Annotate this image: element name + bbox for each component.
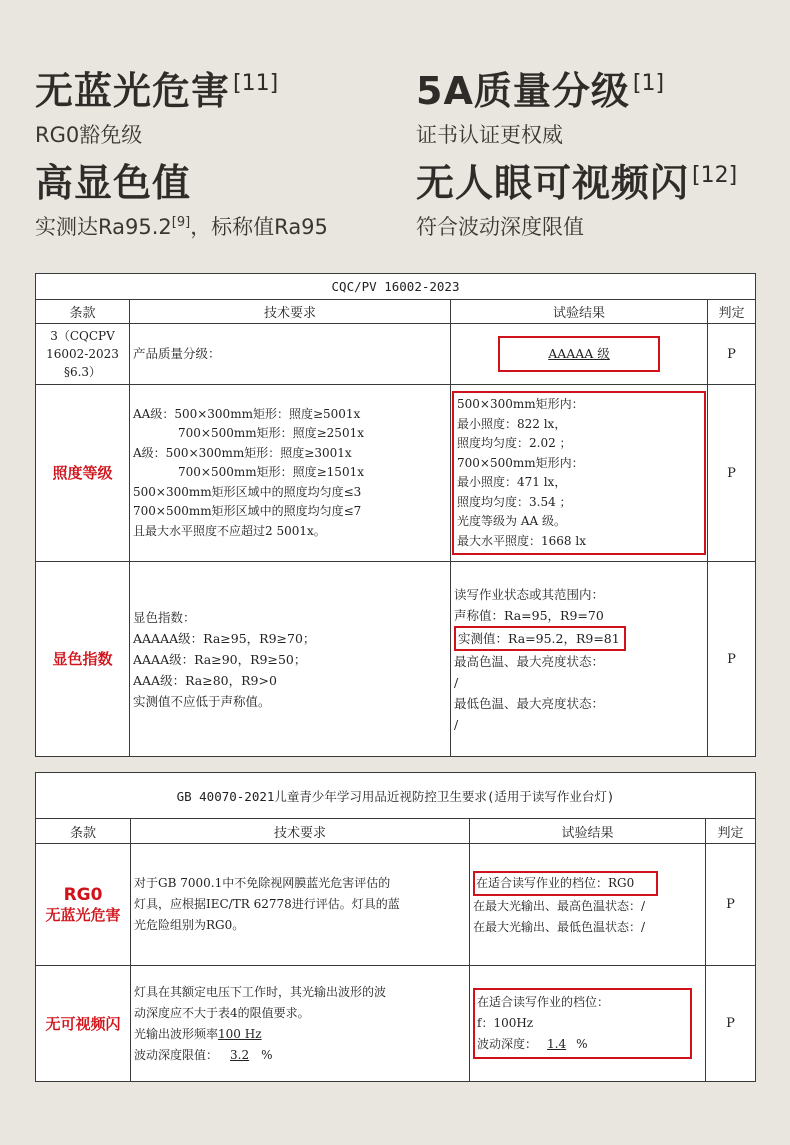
result-line: /: [454, 716, 459, 732]
row-label-line: RG0: [63, 884, 103, 905]
req-line: 显色指数：: [133, 609, 196, 625]
frequency-value: 100 Hz: [218, 1026, 262, 1041]
judgement-cell: P: [708, 324, 756, 385]
result-line: /: [454, 674, 459, 690]
judgement-cell: P: [708, 385, 756, 562]
feature-no-flicker: [416, 152, 737, 241]
req-line: AAAAA级：Ra≥95，R9≥70；: [133, 630, 316, 646]
unit-text: %: [261, 1047, 273, 1062]
header-requirement: 技术要求: [131, 819, 470, 844]
result-line: 最高色温、最大亮度状态：: [454, 653, 605, 669]
table-row: [36, 324, 756, 385]
subtitle-part: ，标称值Ra95: [190, 215, 328, 239]
feature-title: 高显色值: [35, 161, 192, 205]
result-line: 最大水平照度：1668 lx: [457, 533, 586, 548]
requirement-cell: [131, 966, 470, 1082]
req-line: [134, 1024, 466, 1045]
table-caption: GB 40070-2021儿童青少年学习用品近视防控卫生要求(适用于读写作业台灯): [36, 773, 756, 819]
result-line: 光度等级为 AA 级。: [457, 514, 566, 528]
unit-text: %: [576, 1037, 588, 1051]
req-line: AAA级：Ra≥80，R9>0: [133, 672, 277, 688]
feature-subtitle: [35, 211, 328, 241]
requirement-cell: [130, 562, 451, 757]
table-row: [36, 966, 756, 1082]
header-result: 试验结果: [470, 819, 706, 844]
judgement-cell: P: [706, 966, 756, 1082]
result-cell: [451, 385, 708, 562]
cqc-test-table: [35, 273, 756, 757]
subtitle-part: 实测达Ra95.2: [35, 215, 172, 239]
result-cell: [470, 966, 706, 1082]
req-line: 700×500mm矩形：照度≥1501x: [178, 465, 364, 480]
highlight-box: [452, 391, 706, 555]
highlight-box: 在适合读写作业的档位：RG0: [473, 871, 658, 896]
req-line: 700×500mm矩形：照度≥2501x: [178, 426, 364, 441]
header-requirement: 技术要求: [130, 300, 451, 324]
grade-value: AAAAA 级: [548, 346, 610, 361]
result-text: 波动深度：: [477, 1037, 538, 1051]
reference-mark: [11]: [233, 71, 279, 96]
result-line: f：100Hz: [477, 1016, 534, 1030]
result-line: 在最大光输出、最低色温状态：/: [473, 920, 646, 934]
result-line: [477, 1034, 688, 1055]
result-line: 声称值：Ra=95，R9=70: [454, 607, 604, 623]
reference-mark: [1]: [632, 71, 665, 96]
req-line: 对于GB 7000.1中不免除视网膜蓝光危害评估的: [134, 876, 391, 890]
result-cell: [451, 562, 708, 757]
feature-title: 无蓝光危害: [35, 69, 231, 113]
header-result: 试验结果: [451, 300, 708, 324]
requirement-cell: [131, 844, 470, 966]
requirement-cell: [130, 385, 451, 562]
feature-title: 无人眼可视频闪: [416, 161, 690, 205]
feature-subtitle: 符合波动深度限值: [416, 215, 584, 239]
judgement-cell: P: [708, 562, 756, 757]
table-row: [36, 844, 756, 966]
req-line: 700×500mm矩形区域中的照度均匀度≤7: [133, 504, 362, 519]
result-line: 700×500mm矩形内：: [457, 455, 584, 470]
result-line: 最小照度：471 lx，: [457, 475, 567, 489]
highlight-box: 实测值：Ra=95.2，R9=81: [454, 626, 626, 651]
gb-test-table: [35, 772, 756, 1082]
feature-subtitle: RG0豁免级: [35, 123, 143, 147]
clause-line: 3（CQCPV: [50, 329, 115, 343]
requirement-cell: 产品质量分级：: [130, 324, 451, 385]
header-judgement: 判定: [708, 300, 756, 324]
reference-mark: [12]: [692, 163, 738, 188]
feature-subtitle: 证书认证更权威: [416, 123, 563, 147]
clause-line: 16002-2023: [46, 347, 119, 361]
depth-limit-value: 3.2: [230, 1047, 250, 1062]
header-clause: 条款: [36, 819, 131, 844]
req-line: [134, 1045, 466, 1066]
depth-value: 1.4: [547, 1037, 567, 1051]
req-line: AAAA级：Ra≥90，R9≥50；: [133, 651, 307, 667]
highlight-box: [498, 336, 660, 372]
req-line: 光危险组别为RG0。: [134, 918, 245, 932]
row-label-line: 无蓝光危害: [45, 905, 121, 924]
req-text: 波动深度限值：: [134, 1047, 219, 1062]
result-line: 500×300mm矩形内：: [457, 397, 584, 411]
feature-blue-light: [35, 60, 278, 149]
result-line: 读写作业状态或其范围内：: [454, 586, 605, 602]
req-line: 灯具在其额定电压下工作时，其光输出波形的波: [134, 984, 387, 999]
req-line: A级：500×300mm矩形：照度≥3001x: [133, 445, 352, 460]
result-line: 照度均匀度：3.54 ；: [457, 494, 572, 509]
req-line: 灯具，应根据IEC/TR 62778进行评估。灯具的蓝: [134, 897, 400, 911]
result-line: 最低色温、最大亮度状态：: [454, 695, 605, 711]
feature-color-rendering: [35, 152, 328, 241]
result-line: 在适合读写作业的档位：: [477, 995, 610, 1009]
req-line: 实测值不应低于声称值。: [133, 693, 271, 709]
row-label: 无可视频闪: [36, 966, 131, 1082]
table-caption: CQC/PV 16002-2023: [36, 274, 756, 300]
row-label: 照度等级: [36, 385, 130, 562]
feature-title: 5A质量分级: [416, 69, 630, 113]
result-line: 照度均匀度：2.02 ；: [457, 436, 572, 450]
highlight-box: [473, 988, 692, 1059]
req-text: 光输出波形频率: [134, 1026, 219, 1041]
result-cell: [451, 324, 708, 385]
req-line: 动深度应不大于表4的限值要求。: [134, 1005, 310, 1020]
judgement-cell: P: [706, 844, 756, 966]
result-cell: [470, 844, 706, 966]
req-line: 且最大水平照度不应超过2 5001x。: [133, 523, 326, 538]
reference-mark: [9]: [171, 215, 191, 230]
table-row: [36, 562, 756, 757]
clause-line: §6.3）: [63, 365, 102, 379]
feature-quality-grade: [416, 60, 664, 149]
result-line: 最小照度：822 lx，: [457, 416, 567, 431]
row-label: 显色指数: [36, 562, 130, 757]
header-clause: 条款: [36, 300, 130, 324]
header-judgement: 判定: [706, 819, 756, 844]
req-line: AA级：500×300mm矩形：照度≥5001x: [133, 406, 361, 421]
result-line: 在最大光输出、最高色温状态：/: [473, 899, 646, 913]
table-row: [36, 385, 756, 562]
req-line: 500×300mm矩形区域中的照度均匀度≤3: [133, 484, 362, 499]
clause-cell: [36, 324, 130, 385]
row-label: [36, 844, 131, 966]
